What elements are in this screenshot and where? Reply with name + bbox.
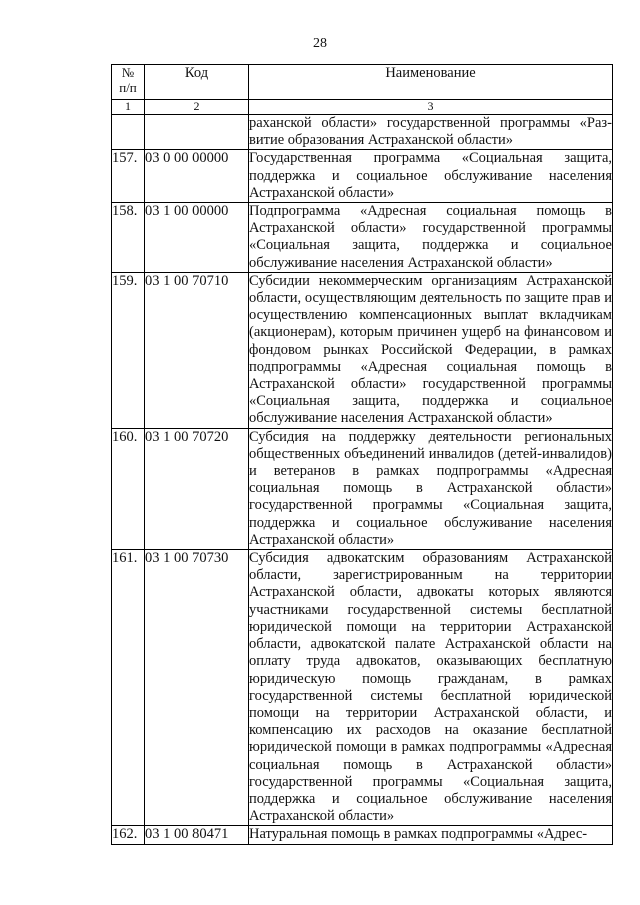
header-name: Наименование <box>249 65 613 100</box>
column-index-1: 1 <box>112 100 145 115</box>
table-row <box>112 150 613 203</box>
row-name: Натуральная помощь в рамках подпрограммы «Адрес- <box>249 826 613 844</box>
row-code <box>145 115 249 150</box>
row-code: 03 1 00 70710 <box>145 272 249 428</box>
row-num <box>112 115 145 150</box>
page-number: 28 <box>313 36 327 51</box>
row-code: 03 1 00 70720 <box>145 428 249 549</box>
row-num: 159. <box>112 272 145 428</box>
code-table <box>111 64 613 845</box>
header-num <box>112 65 145 100</box>
row-num: 158. <box>112 203 145 273</box>
row-num: 161. <box>112 550 145 826</box>
row-num: 160. <box>112 428 145 549</box>
table-row <box>112 272 613 428</box>
table-row <box>112 826 613 844</box>
table-row <box>112 428 613 549</box>
row-code: 03 0 00 00000 <box>145 150 249 203</box>
table-row <box>112 550 613 826</box>
header-code: Код <box>145 65 249 100</box>
table-row <box>112 115 613 150</box>
row-name: Субсидия на поддержку деятельности региональных общественных объединений инвалидов (детей-инвалидов) и ветеранов в рамках подпрограммы «Адресная социальная помощь в Астраханской области» государственной программы «Социальная защита, поддержка и социальное обслуживание населения Астраханской области» <box>249 428 612 548</box>
row-name: раханской области» государственной программы «Развитие образования Астраханской области» <box>249 115 612 149</box>
row-name: Государственная программа «Социальная защита, поддержка и социальное обслуживание населения Астраханской области» <box>249 150 612 201</box>
row-name: Субсидии некоммерческим организациям Астраханской области, осуществляющим деятельность по защите прав и осуществлению компенсационных выплат вкладчикам (акционерам), которым причинен ущерб на финансовом и фондовом рынках Российской Федерации, в рамках подпрограммы «Адресная социальная помощь в Астраханской области» государственной программы «Социальная защита, поддержка и социальное обслуживание населения Астраханской области» <box>249 272 612 427</box>
row-num: 162. <box>112 826 145 844</box>
column-index-row <box>112 100 613 115</box>
header-num-label: № п/п <box>119 65 137 95</box>
row-name: Подпрограмма «Адресная социальная помощь в Астраханской области» государственной программы «Социальная защита, поддержка и социальное обслуживание населения Астраханской области» <box>249 203 612 271</box>
row-code: 03 1 00 70730 <box>145 550 249 826</box>
column-index-3: 3 <box>249 100 613 115</box>
row-name: Субсидия адвокатским образованиям Астраханской области, зарегистрированным на территории Астраханской области, адвокаты которых являются участниками государственной системы бесплатной юридической помощи на территории Астраханской области, адвокатской палате Астраханской области на оплату труда адвокатов, оказывающих бесплатную юридическую помощь гражданам, в рамках государственной системы бесплатной юридической помощи на территории Астраханской области, и компенсацию их расходов на оказание бесплатной юридической помощи в рамках подпрограммы «Адресная социальная помощь в Астраханской области» государственной программы «Социальная защита, поддержка и социальное обслуживание населения Астраханской области» <box>249 550 612 825</box>
row-code: 03 1 00 80471 <box>145 826 249 844</box>
table-row <box>112 203 613 273</box>
column-index-2: 2 <box>145 100 249 115</box>
row-code: 03 1 00 00000 <box>145 203 249 273</box>
row-num: 157. <box>112 150 145 203</box>
table-header-row <box>112 65 613 100</box>
